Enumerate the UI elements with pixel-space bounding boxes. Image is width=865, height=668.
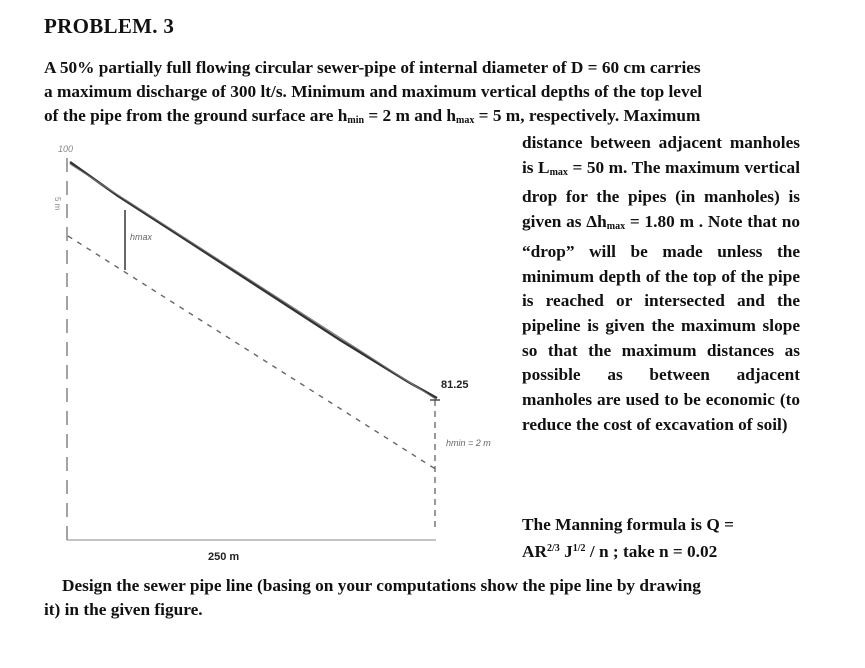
horizontal-length-label: 250 m (208, 551, 240, 563)
problem-heading: PROBLEM. 3 (44, 14, 175, 38)
manning-line-1: The Manning formula is Q = (522, 515, 734, 534)
manning-ar: AR (522, 542, 547, 561)
ground-surface-line (70, 162, 437, 398)
manning-n: / n ; take n = 0.02 (585, 542, 718, 561)
hmin-label: hmin = 2 m (446, 438, 491, 448)
manning-j-exponent: 1/2 (572, 543, 586, 554)
side-text-1: distance between adjacent manholes is L (522, 133, 800, 177)
hmax-label: hmax (130, 232, 153, 242)
side-text-3: = 1.80 m . Note that no “drop” will be made unless the minimum depth of the top of the pipe is reached or intersected and the pipeline is given the maximum slope so that the maximum distances as possible as between adjacent manholes are used to be economic (to reduce the cost of excavation of soil) (522, 212, 800, 434)
side-text-2: = 50 m. The maximum vertical drop for the pipes (in manholes) is given as Δh (522, 157, 801, 232)
right-elevation-label: 81.25 (441, 379, 469, 391)
manning-r-exponent: 2/3 (546, 543, 560, 554)
hmin-subscript: min (347, 115, 365, 126)
intro-line-2: a maximum discharge of 300 lt/s. Minimum and maximum vertical depths of the top level (44, 82, 703, 101)
intro-line-3-c: = 5 m, respectively. Maximum (474, 106, 701, 125)
max-depth-dashed-line (68, 236, 437, 470)
design-line-1: Design the sewer pipe line (basing on your computations show the pipe line by drawing (62, 576, 701, 595)
left-side-label: 5 m (53, 197, 62, 211)
intro-line-3-a: of the pipe from the ground surface are h (44, 106, 348, 125)
dhmax-subscript: max (606, 221, 626, 233)
ground-surface-hatch (70, 164, 437, 400)
hmax-subscript: max (456, 115, 475, 126)
design-line-2: it) in the given figure. (44, 600, 203, 619)
manning-j: J (559, 542, 573, 561)
top-elevation-label: 100 (58, 144, 74, 154)
lmax-subscript: max (549, 166, 568, 178)
intro-line-3-b: = 2 m and h (364, 106, 457, 125)
intro-line-1: A 50% partially full flowing circular sewer-pipe of internal diameter of D = 60 cm carries (44, 58, 701, 77)
